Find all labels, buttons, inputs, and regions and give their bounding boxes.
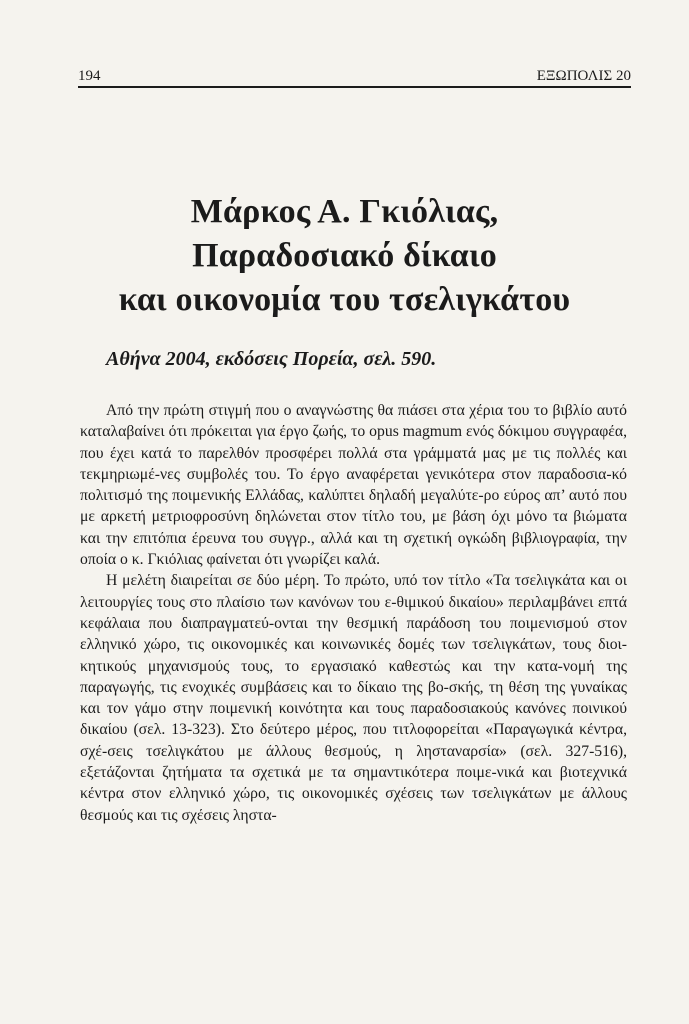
journal-title: ΕΞΩΠΟΛΙΣ 20 <box>536 68 631 84</box>
paragraph-1: Από την πρώτη στιγμή που ο αναγνώστης θα πιάσει στα χέρια του το βιβλίο αυτό καταλαβαίνει ότι πρόκειται για έργο ζωής, το opus magmum ενός δόκιμου συγγραφέα, που έχει κατά το παρελθόν προσφέρει πολλά στα γράμματά μας με τις πολλές και τεκμηριωμέ-νες συμβολές του. Το έργο αναφέρεται γενικότερα στον παραδοσια-κό πολιτισμό της ποιμενικής Ελλάδας, καλύπτει δηλαδή μεγαλύτε-ρο εύρος απ’ αυτό που με αρκετή μετριοφροσύνη δηλώνεται στον τίτλο του, με βάση όχι μόνο τα βιώματα και την επιτόπια έρευνα του συγγρ., αλλά και τη σχετική ογκώδη βιβλιογραφία, την οποία ο κ. Γκιόλιας φαίνεται ότι γνωρίζει καλά. <box>80 402 627 569</box>
title-author: Μάρκος Α. Γκιόλιας, <box>190 193 499 230</box>
review-title <box>0 190 689 322</box>
review-body <box>80 400 627 826</box>
running-header <box>78 66 631 88</box>
publication-info: Αθήνα 2004, εκδόσεις Πορεία, σελ. 590. <box>106 348 437 370</box>
title-book-line-1: Παραδοσιακό δίκαιο <box>192 237 497 274</box>
page-number: 194 <box>78 68 101 84</box>
paragraph-2: Η μελέτη διαιρείται σε δύο μέρη. Το πρώτο, υπό τον τίτλο «Τα τσελιγκάτα και οι λειτουργίες τους στο πλαίσιο των κανόνων του ε-θιμικού δικαίου» περιλαμβάνει επτά κεφάλαια που διαπραγματεύ-ονται την θεσμική παράδοση του ποιμενισμού στον ελληνικό χώρο, τις οικονομικές και κοινωνικές δομές των τσελιγκάτων, τους διοι-κητικούς μηχανισμούς τους, το εργασιακό καθεστώς και την κατα-νομή της παραγωγής, τις ενοχικές συμβάσεις και το δίκαιο της βο-σκής, τη θέση της γυναίκας και τον γάμο στην ποιμενική κοινότητα και τους παραδοσιακούς κανόνες ποινικού δικαίου (σελ. 13-323). Στο δεύτερο μέρος, που τιτλοφορείται «Παραγωγικά κέντρα, σχέ-σεις τσελιγκάτου με άλλους θεσμούς, η λησταναρσία» (σελ. 327-516), εξετάζονται ζητήματα τα σχετικά με τα σημαντικότερα ποιμε-νικά και βιοτεχνικά κέντρα στον ελληνικό χώρο, τις οικονομικές σχέσεις των τσελιγκάτων με άλλους θεσμούς και τις σχέσεις ληστα- <box>80 572 627 824</box>
title-book-line-2: και οικονομία του τσελιγκάτου <box>118 281 571 318</box>
